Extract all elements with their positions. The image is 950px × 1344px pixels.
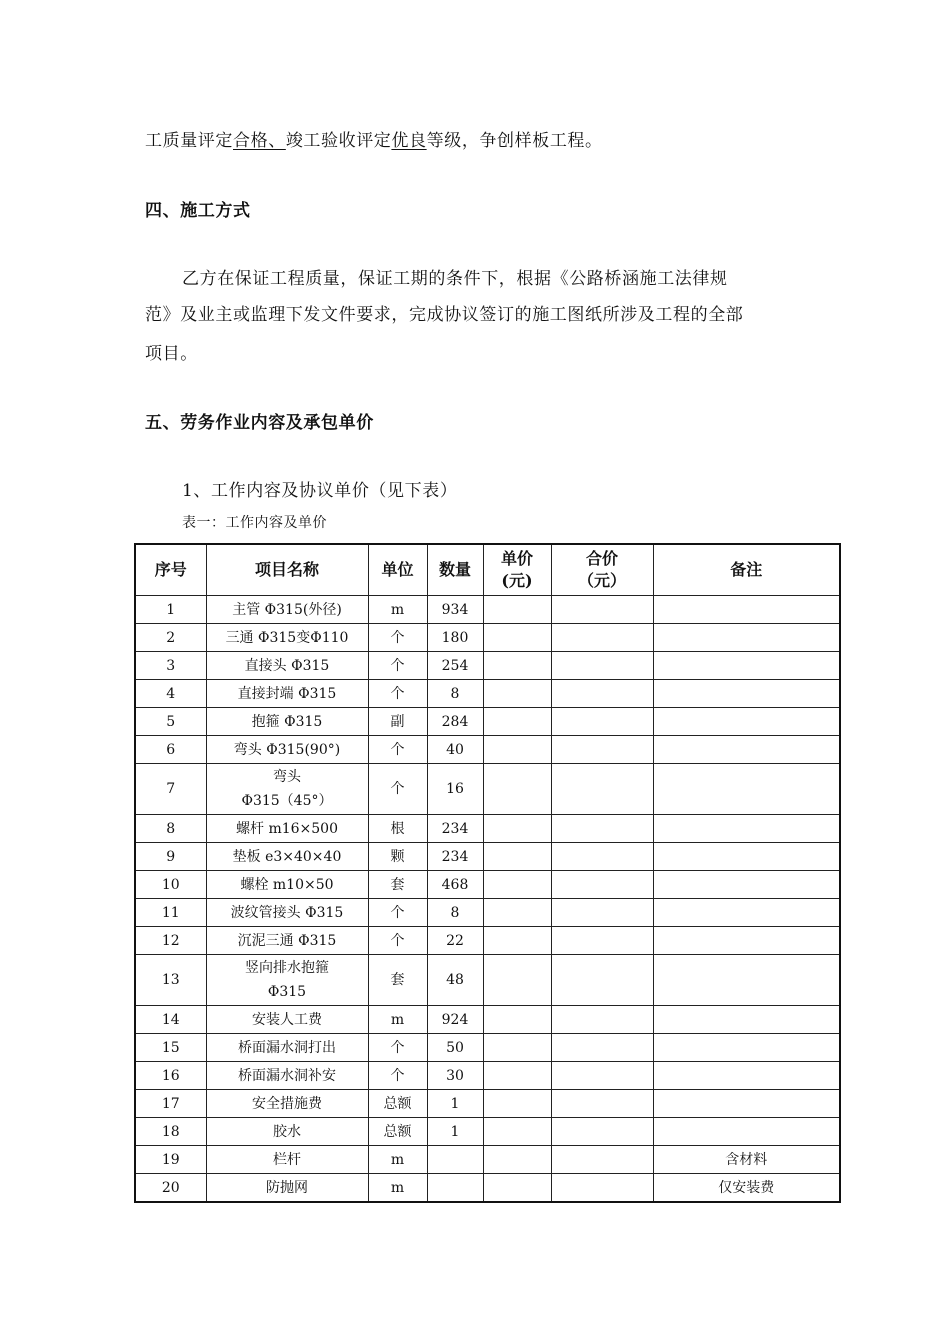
- cell-qty: 1: [427, 1090, 483, 1118]
- cell-no: 7: [135, 764, 206, 815]
- cell-total: [551, 680, 653, 708]
- cell-unit: 个: [368, 927, 427, 955]
- table-row: [135, 955, 840, 1006]
- cell-no: 20: [135, 1174, 206, 1203]
- table-row: [135, 1006, 840, 1034]
- intro-prefix: 工质量评定: [145, 131, 233, 151]
- cell-name: 垫板 e3×40×40: [206, 843, 368, 871]
- cell-no: 18: [135, 1118, 206, 1146]
- cell-unit: 总额: [368, 1090, 427, 1118]
- cell-unit: 个: [368, 899, 427, 927]
- cell-no: 6: [135, 736, 206, 764]
- cell-total: [551, 1146, 653, 1174]
- intro-line: [145, 126, 603, 151]
- cell-no: 19: [135, 1146, 206, 1174]
- table-row: [135, 1090, 840, 1118]
- cell-qty: 1: [427, 1118, 483, 1146]
- cell-no: 8: [135, 815, 206, 843]
- header-unit-price-label: 单价: [500, 549, 533, 568]
- header-qty: 数量: [427, 544, 483, 596]
- cell-note: [653, 1062, 840, 1090]
- table-row: [135, 680, 840, 708]
- section4-title: 四、施工方式: [145, 201, 251, 221]
- intro-suffix: 等级，争创样板工程。: [426, 131, 603, 151]
- cell-qty: 254: [427, 652, 483, 680]
- cell-price: [483, 596, 551, 624]
- cell-qty: 22: [427, 927, 483, 955]
- cell-price: [483, 680, 551, 708]
- header-note: 备注: [653, 544, 840, 596]
- cell-note: [653, 624, 840, 652]
- cell-qty: 234: [427, 815, 483, 843]
- section5-subheading: 1、工作内容及协议单价（见下表）: [182, 481, 458, 501]
- cell-no: 13: [135, 955, 206, 1006]
- cell-name: 螺杆 m16×500: [206, 815, 368, 843]
- cell-unit: 根: [368, 815, 427, 843]
- work-items-table: [134, 543, 841, 1203]
- table-row: [135, 1118, 840, 1146]
- table-row: [135, 652, 840, 680]
- header-total-price-unit: （元）: [577, 571, 626, 590]
- cell-name: 安全措施费: [206, 1090, 368, 1118]
- table-row: [135, 927, 840, 955]
- cell-note: [653, 843, 840, 871]
- cell-unit: 套: [368, 871, 427, 899]
- cell-total: [551, 955, 653, 1006]
- cell-note: [653, 871, 840, 899]
- cell-note: 含材料: [653, 1146, 840, 1174]
- cell-note: [653, 596, 840, 624]
- cell-total: [551, 843, 653, 871]
- cell-qty: 924: [427, 1006, 483, 1034]
- table-row: [135, 736, 840, 764]
- cell-no: 3: [135, 652, 206, 680]
- cell-name: 三通 Φ315变Φ110: [206, 624, 368, 652]
- table-row: [135, 843, 840, 871]
- cell-price: [483, 764, 551, 815]
- cell-unit: 个: [368, 1034, 427, 1062]
- table-row: [135, 764, 840, 815]
- cell-note: [653, 764, 840, 815]
- cell-price: [483, 652, 551, 680]
- cell-total: [551, 736, 653, 764]
- cell-note: [653, 1034, 840, 1062]
- cell-price: [483, 899, 551, 927]
- table-row: [135, 899, 840, 927]
- cell-no: 11: [135, 899, 206, 927]
- cell-price: [483, 1174, 551, 1203]
- cell-no: 14: [135, 1006, 206, 1034]
- cell-total: [551, 1006, 653, 1034]
- header-total-price: [551, 544, 653, 596]
- header-unit: 单位: [368, 544, 427, 596]
- cell-price: [483, 843, 551, 871]
- cell-name-line-1: 弯头: [273, 769, 301, 785]
- cell-total: [551, 652, 653, 680]
- cell-qty: 30: [427, 1062, 483, 1090]
- cell-name: 抱箍 Φ315: [206, 708, 368, 736]
- intro-grade-pass: 合格、: [233, 131, 286, 151]
- cell-no: 1: [135, 596, 206, 624]
- cell-note: [653, 815, 840, 843]
- cell-note: [653, 736, 840, 764]
- cell-name: 螺栓 m10×50: [206, 871, 368, 899]
- table-row: [135, 1062, 840, 1090]
- cell-qty: 16: [427, 764, 483, 815]
- section5-title: 五、劳务作业内容及承包单价: [145, 413, 374, 433]
- cell-note: [653, 899, 840, 927]
- cell-unit: m: [368, 596, 427, 624]
- cell-unit: 颗: [368, 843, 427, 871]
- cell-unit: 个: [368, 680, 427, 708]
- header-total-price-label: 合价: [585, 549, 618, 568]
- table-caption: 表一：工作内容及单价: [182, 515, 327, 531]
- cell-total: [551, 764, 653, 815]
- cell-no: 17: [135, 1090, 206, 1118]
- table-header-row: [135, 544, 840, 596]
- cell-price: [483, 927, 551, 955]
- cell-total: [551, 1062, 653, 1090]
- cell-name: 沉泥三通 Φ315: [206, 927, 368, 955]
- cell-note: [653, 927, 840, 955]
- cell-total: [551, 1034, 653, 1062]
- cell-unit: 个: [368, 652, 427, 680]
- cell-qty: 40: [427, 736, 483, 764]
- cell-note: [653, 708, 840, 736]
- cell-qty: 48: [427, 955, 483, 1006]
- cell-total: [551, 815, 653, 843]
- cell-qty: 50: [427, 1034, 483, 1062]
- table-body: [135, 596, 840, 1203]
- cell-name: 胶水: [206, 1118, 368, 1146]
- cell-no: 4: [135, 680, 206, 708]
- header-name: 项目名称: [206, 544, 368, 596]
- table-row: [135, 596, 840, 624]
- intro-mid: 竣工验收评定: [285, 131, 392, 151]
- cell-price: [483, 1006, 551, 1034]
- cell-note: [653, 1118, 840, 1146]
- cell-qty: 180: [427, 624, 483, 652]
- cell-price: [483, 1146, 551, 1174]
- cell-no: 9: [135, 843, 206, 871]
- cell-name: [206, 955, 368, 1006]
- cell-no: 5: [135, 708, 206, 736]
- cell-total: [551, 1118, 653, 1146]
- cell-note: [653, 652, 840, 680]
- table-row: [135, 1174, 840, 1203]
- cell-total: [551, 1174, 653, 1203]
- cell-qty: 934: [427, 596, 483, 624]
- cell-name: 栏杆: [206, 1146, 368, 1174]
- section4-line-2: 范》及业主或监理下发文件要求，完成协议签订的施工图纸所涉及工程的全部: [145, 305, 744, 325]
- cell-name-line-2: Φ315: [267, 984, 307, 1000]
- intro-grade-excellent: 优良: [391, 131, 427, 151]
- cell-name-line-2: Φ315（45°）: [241, 793, 333, 809]
- cell-note: [653, 680, 840, 708]
- cell-name-line-1: 竖向排水抱箍: [245, 960, 329, 976]
- cell-unit: 个: [368, 1062, 427, 1090]
- cell-no: 16: [135, 1062, 206, 1090]
- cell-name: 主管 Φ315(外径): [206, 596, 368, 624]
- table-row: [135, 1146, 840, 1174]
- cell-name: 直接头 Φ315: [206, 652, 368, 680]
- cell-total: [551, 1090, 653, 1118]
- cell-unit: 个: [368, 736, 427, 764]
- table-row: [135, 708, 840, 736]
- cell-price: [483, 871, 551, 899]
- cell-unit: 个: [368, 764, 427, 815]
- cell-price: [483, 1062, 551, 1090]
- cell-qty: 8: [427, 680, 483, 708]
- cell-qty: [427, 1174, 483, 1203]
- cell-no: 2: [135, 624, 206, 652]
- cell-unit: 总额: [368, 1118, 427, 1146]
- cell-price: [483, 955, 551, 1006]
- cell-name: 防抛网: [206, 1174, 368, 1203]
- cell-price: [483, 736, 551, 764]
- cell-total: [551, 624, 653, 652]
- cell-no: 12: [135, 927, 206, 955]
- cell-qty: 284: [427, 708, 483, 736]
- header-no: 序号: [135, 544, 206, 596]
- cell-name: 安装人工费: [206, 1006, 368, 1034]
- cell-total: [551, 927, 653, 955]
- cell-no: 10: [135, 871, 206, 899]
- cell-name: [206, 764, 368, 815]
- cell-price: [483, 1034, 551, 1062]
- section4-line-3: 项目。: [145, 344, 198, 364]
- cell-note: [653, 1090, 840, 1118]
- table-row: [135, 624, 840, 652]
- cell-qty: 8: [427, 899, 483, 927]
- cell-note: 仅安装费: [653, 1174, 840, 1203]
- cell-note: [653, 1006, 840, 1034]
- cell-name: 波纹管接头 Φ315: [206, 899, 368, 927]
- cell-total: [551, 596, 653, 624]
- cell-no: 15: [135, 1034, 206, 1062]
- table-row: [135, 871, 840, 899]
- cell-unit: m: [368, 1006, 427, 1034]
- cell-qty: [427, 1146, 483, 1174]
- cell-qty: 234: [427, 843, 483, 871]
- table-row: [135, 1034, 840, 1062]
- cell-unit: 副: [368, 708, 427, 736]
- cell-total: [551, 899, 653, 927]
- cell-unit: 个: [368, 624, 427, 652]
- table-row: [135, 815, 840, 843]
- cell-name: 桥面漏水洞补安: [206, 1062, 368, 1090]
- cell-note: [653, 955, 840, 1006]
- cell-total: [551, 871, 653, 899]
- cell-name: 直接封端 Φ315: [206, 680, 368, 708]
- cell-price: [483, 1118, 551, 1146]
- cell-unit: m: [368, 1174, 427, 1203]
- header-unit-price: [483, 544, 551, 596]
- cell-price: [483, 708, 551, 736]
- header-unit-price-unit: (元): [501, 571, 533, 590]
- cell-total: [551, 708, 653, 736]
- cell-price: [483, 1090, 551, 1118]
- cell-name: 弯头 Φ315(90°): [206, 736, 368, 764]
- cell-name: 桥面漏水洞打出: [206, 1034, 368, 1062]
- cell-unit: 套: [368, 955, 427, 1006]
- cell-price: [483, 624, 551, 652]
- cell-price: [483, 815, 551, 843]
- section4-line-1: 乙方在保证工程质量，保证工期的条件下，根据《公路桥涵施工法律规: [182, 269, 728, 289]
- cell-unit: m: [368, 1146, 427, 1174]
- cell-qty: 468: [427, 871, 483, 899]
